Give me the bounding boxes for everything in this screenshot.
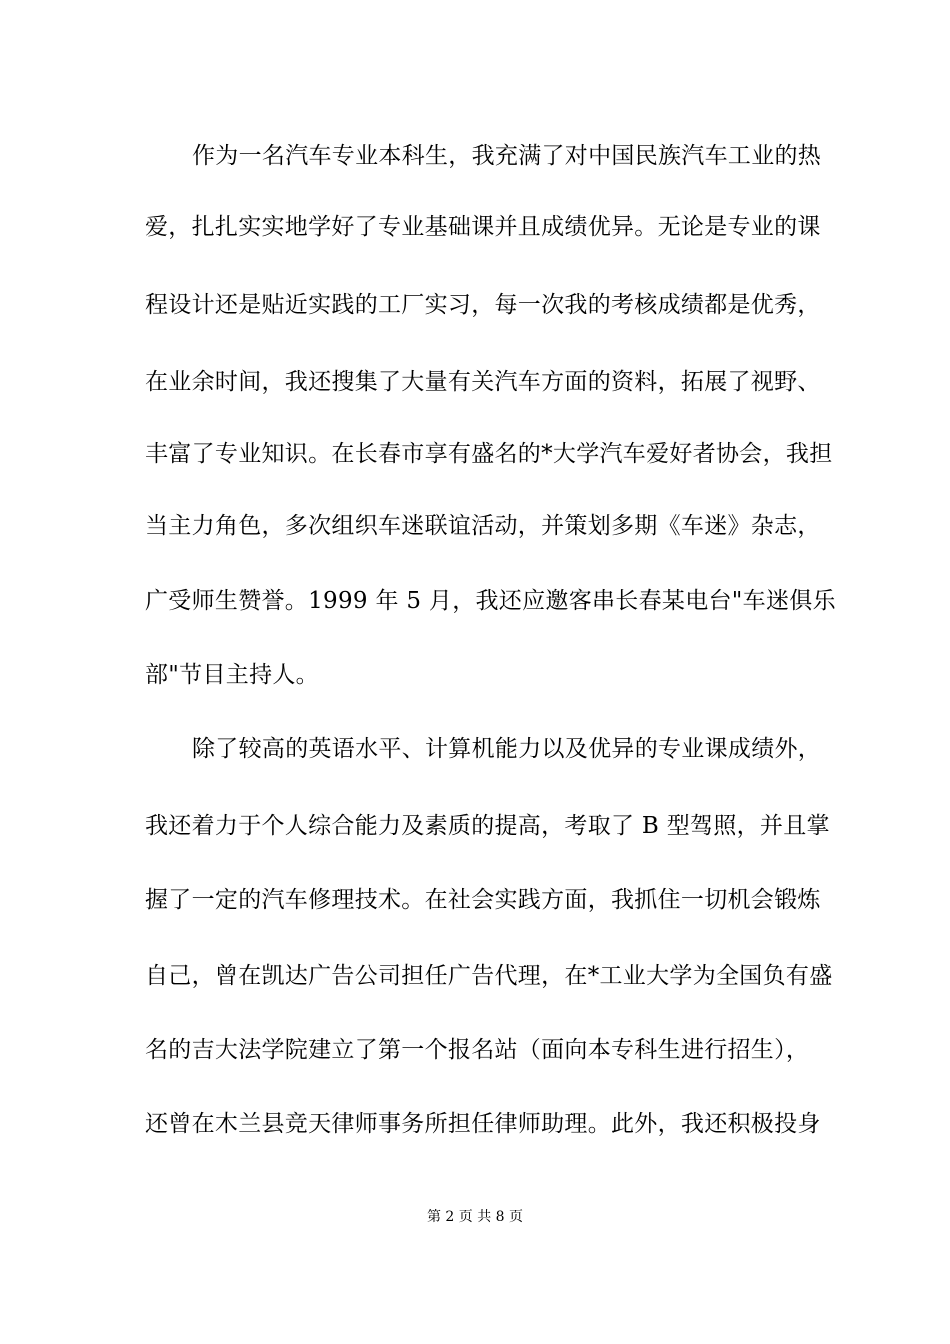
paragraph-line: 除了较高的英语水平、计算机能力以及优异的专业课成绩外， (192, 736, 822, 762)
page-number: 第 2 页 共 8 页 (426, 1209, 524, 1225)
paragraph-line: 爱，扎扎实实地学好了专业基础课并且成绩优异。无论是专业的课 (145, 214, 821, 240)
paragraph-line: 丰富了专业知识。在长春市享有盛名的*大学汽车爱好者协会，我担 (145, 441, 833, 467)
paragraph-line: 我还着力于个人综合能力及素质的提高，考取了 B 型驾照，并且掌 (145, 813, 830, 839)
paragraph-line: 握了一定的汽车修理技术。在社会实践方面，我抓住一切机会锻炼 (145, 887, 821, 913)
paragraph-line: 还曾在木兰县竞天律师事务所担任律师助理。此外，我还积极投身 (145, 1111, 821, 1137)
paragraph-line: 部"节目主持人。 (145, 662, 319, 688)
paragraph-line: 自己，曾在凯达广告公司担任广告代理，在*工业大学为全国负有盛 (145, 963, 833, 989)
paragraph-line: 名的吉大法学院建立了第一个报名站（面向本专科生进行招生）， (145, 1037, 810, 1063)
paragraph-line: 程设计还是贴近实践的工厂实习，每一次我的考核成绩都是优秀， (145, 292, 821, 318)
paragraph-line: 作为一名汽车专业本科生，我充满了对中国民族汽车工业的热 (192, 143, 822, 169)
paragraph-line: 在业余时间，我还搜集了大量有关汽车方面的资料，拓展了视野、 (145, 369, 821, 395)
paragraph-line: 当主力角色，多次组织车迷联谊活动，并策划多期《车迷》杂志， (145, 513, 821, 539)
paragraph-line: 广受师生赞誉。1999 年 5 月，我还应邀客串长春某电台"车迷俱乐 (145, 588, 836, 614)
